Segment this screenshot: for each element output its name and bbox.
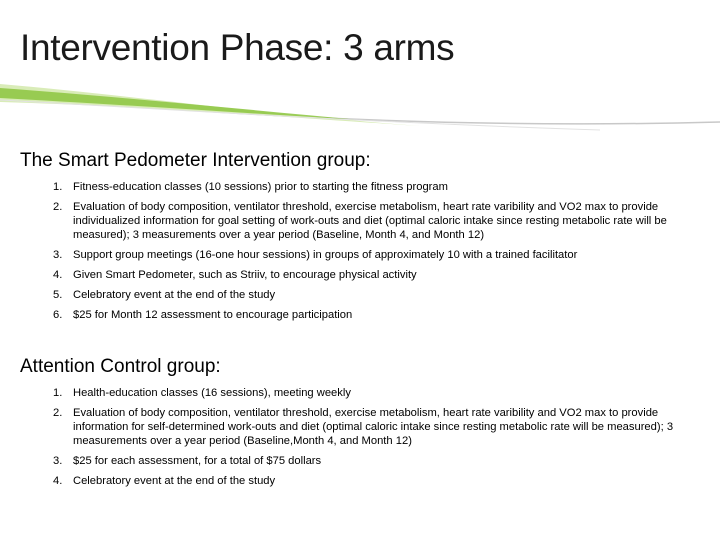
list-item (53, 386, 710, 400)
item-number: 2. (53, 201, 63, 213)
item-number: 4. (53, 269, 63, 281)
item-number: 4. (53, 475, 63, 487)
list-item (53, 288, 710, 302)
decorative-swoosh (0, 70, 720, 140)
list-item (53, 406, 710, 448)
item-list (20, 386, 710, 488)
list-item (53, 248, 710, 262)
swoosh-green-band (0, 88, 360, 120)
list-item (53, 180, 710, 194)
slide-title: Intervention Phase: 3 arms (20, 27, 455, 68)
item-text: Fitness-education classes (10 sessions) prior to starting the fitness program (73, 181, 448, 193)
item-text: Evaluation of body composition, ventilator threshold, exercise metabolism, heart rate varibility and VO2 max to provide individualized information for goal setting of work-outs and diet (optimal caloric intake since resting metabolic rate will be measured); 3 measurements over a year period (Baseline, Month 4, and Month 12) (73, 201, 667, 241)
item-text: $25 for each assessment, for a total of $75 dollars (73, 455, 322, 467)
list-item (53, 454, 710, 468)
item-text: Support group meetings (16-one hour sessions) in groups of approximately 10 with a trained facilitator (73, 249, 578, 261)
item-text: Health-education classes (16 sessions), meeting weekly (73, 387, 351, 399)
list-item (53, 200, 710, 242)
item-number: 6. (53, 309, 63, 321)
item-number: 3. (53, 455, 63, 467)
section-smart-pedometer (20, 150, 710, 328)
item-text: Evaluation of body composition, ventilator threshold, exercise metabolism, heart rate varibility and VO2 max to provide information for self-determined work-outs and diet (optimal caloric intake since resting metabolic rate will be measured); 3 measurements over a year period (Baseline,Month 4, and Month 12) (73, 407, 674, 447)
item-number: 1. (53, 181, 63, 193)
section-heading: The Smart Pedometer Intervention group: (20, 150, 371, 171)
item-number: 1. (53, 387, 63, 399)
item-text: Given Smart Pedometer, such as Striiv, to encourage physical activity (73, 269, 417, 281)
section-heading: Attention Control group: (20, 356, 221, 377)
item-number: 5. (53, 289, 63, 301)
list-item (53, 268, 710, 282)
item-number: 2. (53, 407, 63, 419)
item-text: Celebratory event at the end of the study (73, 289, 276, 301)
list-item (53, 474, 710, 488)
list-item (53, 308, 710, 322)
item-list (20, 180, 710, 322)
item-text: $25 for Month 12 assessment to encourage participation (73, 309, 353, 321)
item-number: 3. (53, 249, 63, 261)
item-text: Celebratory event at the end of the study (73, 475, 276, 487)
section-attention-control (20, 356, 710, 494)
